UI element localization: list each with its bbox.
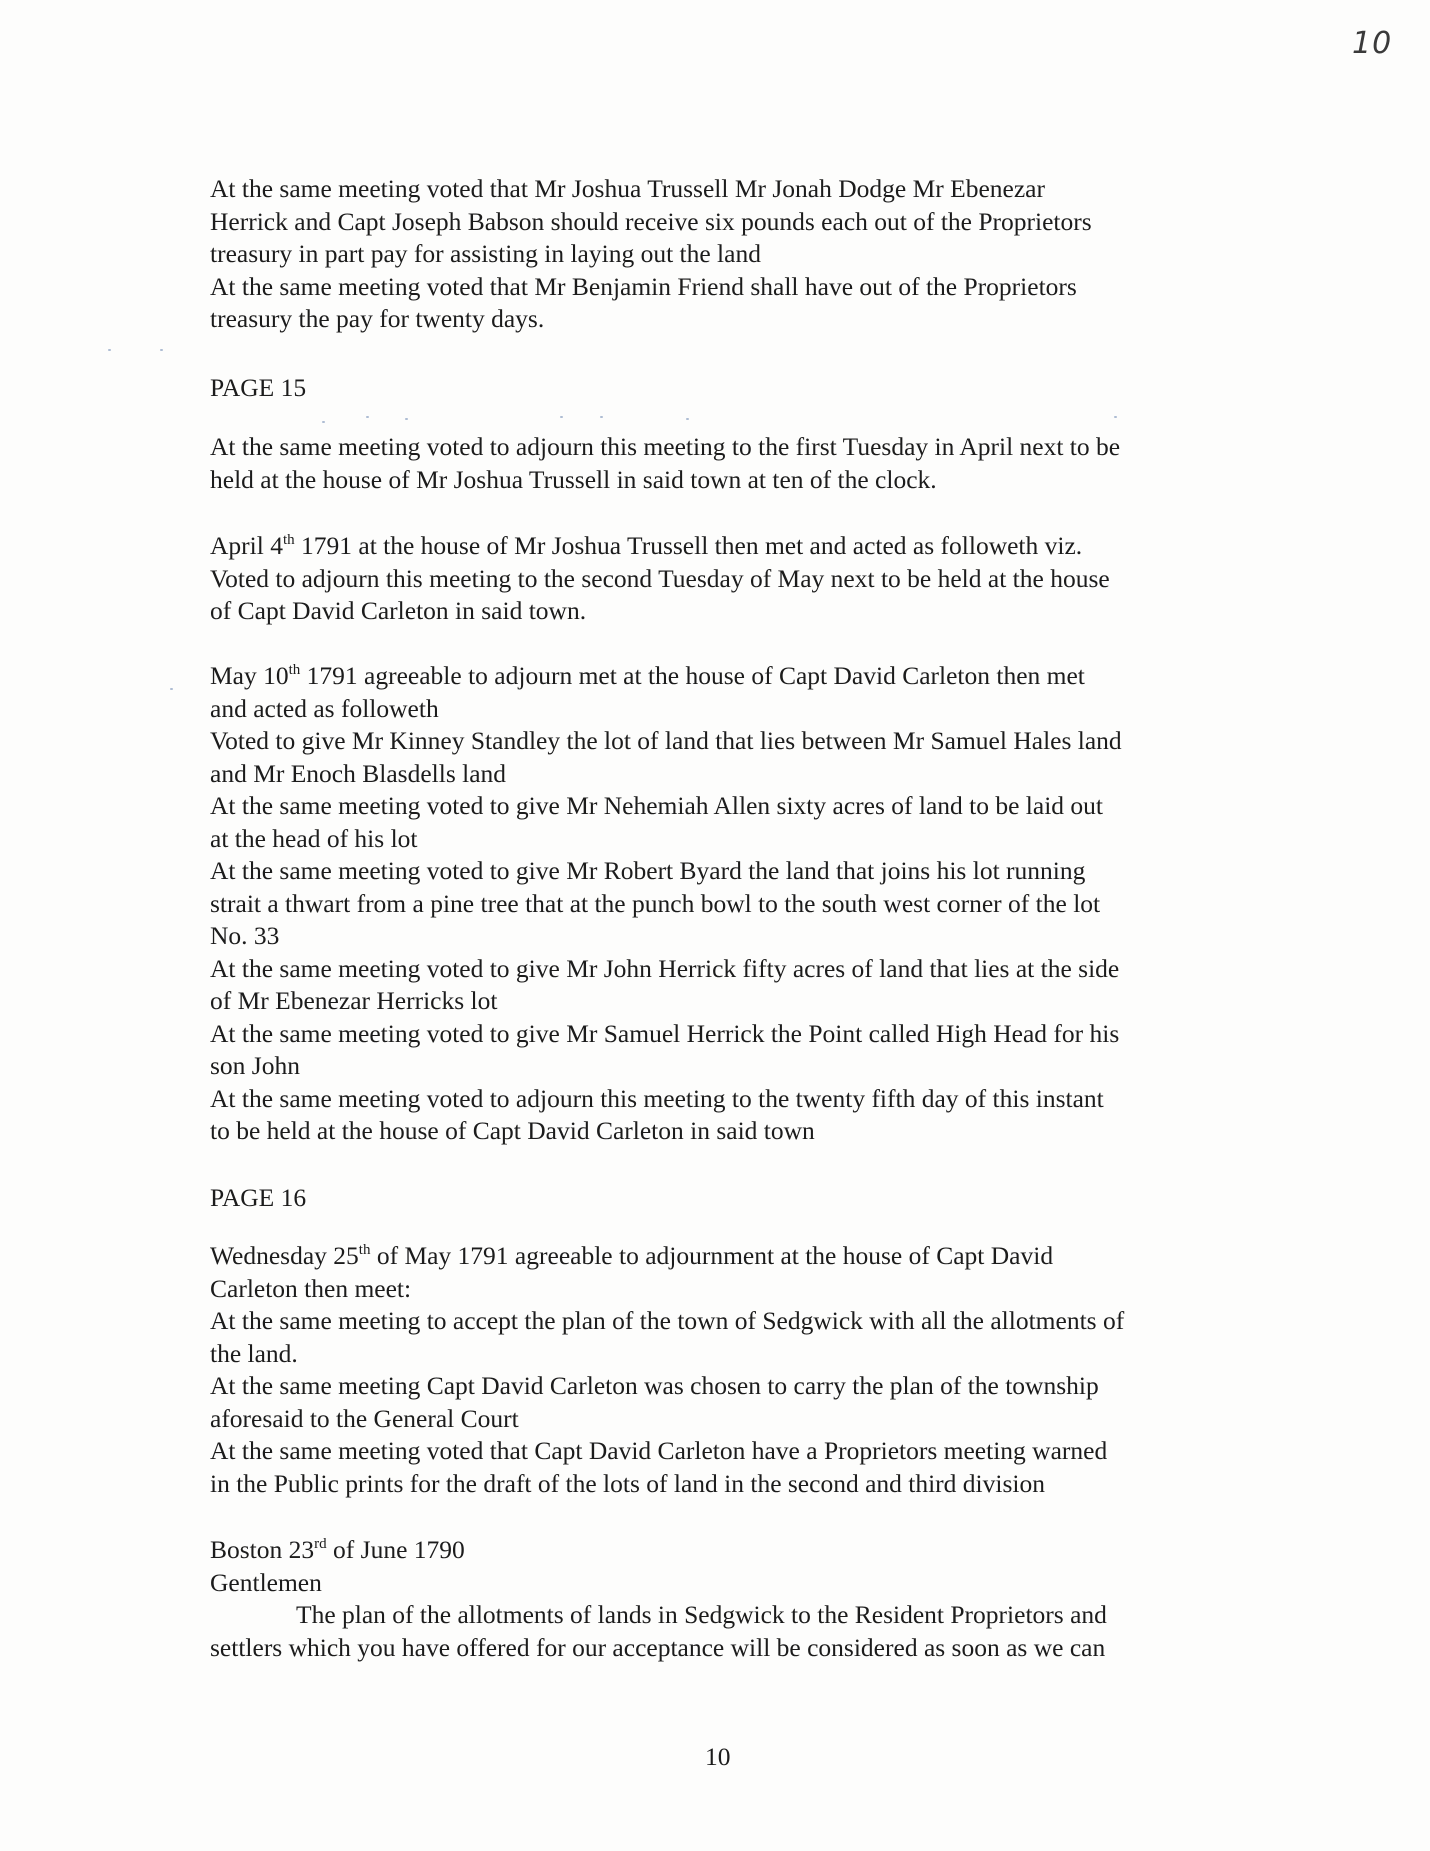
dated-line: [210, 1240, 1240, 1273]
dated-line: [210, 1534, 1240, 1567]
page-16-heading: PAGE 16: [210, 1183, 307, 1212]
date-suffix: th: [282, 532, 295, 548]
text-line: At the same meeting voted to give Mr John Herrick fifty acres of land that lies at the side: [210, 953, 1120, 983]
text-line: and acted as followeth: [210, 693, 439, 723]
text-line: to be held at the house of Capt David Carleton in said town: [210, 1116, 815, 1145]
text-line: At the same meeting voted to adjourn this meeting to the twenty fifth day of this instant: [210, 1083, 1104, 1113]
text-line: Voted to adjourn this meeting to the second Tuesday of May next to be held at the house: [210, 563, 1110, 593]
text-line: aforesaid to the General Court: [210, 1403, 519, 1433]
text-line: At the same meeting Capt David Carleton was chosen to carry the plan of the township: [210, 1371, 1099, 1400]
line-text: of May 1791 agreeable to adjournment at the house of Capt David: [370, 1241, 1054, 1270]
text-line: held at the house of Mr Joshua Trussell in said town at ten of the clock.: [210, 464, 937, 494]
dated-line: [210, 530, 1240, 563]
footer-page-number: 10: [705, 1742, 731, 1771]
text-line: At the same meeting voted that Mr Benjamin Friend shall have out of the Proprietors: [210, 271, 1077, 301]
text-line: strait a thwart from a pine tree that at the punch bowl to the south west corner of the lot: [210, 888, 1101, 918]
scan-speck: [686, 418, 689, 420]
date-text: April 4: [210, 531, 283, 560]
line-text: of June 1790: [326, 1535, 465, 1564]
text-line: at the head of his lot: [210, 823, 418, 853]
text-line: Carleton then meet:: [210, 1273, 412, 1303]
text-line: At the same meeting voted that Mr Joshua Trussell Mr Jonah Dodge Mr Ebenezar: [210, 174, 1045, 203]
text-line: Herrick and Capt Joseph Babson should receive six pounds each out of the Proprietors: [210, 206, 1092, 236]
scan-speck: [1114, 416, 1117, 418]
text-line: son John: [210, 1051, 300, 1080]
date-text: Wednesday 25: [210, 1241, 359, 1270]
text-line: Voted to give Mr Kinney Standley the lot of land that lies between Mr Samuel Hales land: [210, 726, 1122, 755]
text-line: At the same meeting to accept the plan of the town of Sedgwick with all the allotments of: [210, 1306, 1125, 1335]
dated-line: [210, 660, 1240, 693]
text-line: and Mr Enoch Blasdells land: [210, 758, 507, 788]
scan-speck: [170, 688, 173, 690]
date-suffix: rd: [314, 1536, 327, 1552]
text-line: settlers which you have offered for our acceptance will be considered as soon as we can: [210, 1632, 1106, 1662]
handwritten-page-number: 10: [1352, 26, 1393, 61]
meeting-minutes-block-3: [210, 530, 1240, 628]
scan-speck: [405, 418, 408, 420]
date-suffix: th: [288, 662, 301, 678]
text-line: treasury in part pay for assisting in laying out the land: [210, 239, 761, 268]
line-text: 1791 at the house of Mr Joshua Trussell then met and acted as followeth viz.: [294, 531, 1083, 560]
text-line: of Capt David Carleton in said town.: [210, 596, 587, 625]
meeting-minutes-block-5: [210, 1240, 1240, 1500]
scan-speck: [322, 421, 325, 423]
text-line: of Mr Ebenezar Herricks lot: [210, 986, 498, 1015]
text-line: No. 33: [210, 921, 280, 950]
date-text: May 10: [210, 661, 289, 690]
text-line: in the Public prints for the draft of the lots of land in the second and third division: [210, 1468, 1045, 1498]
scan-speck: [600, 416, 603, 418]
scan-speck: [366, 416, 369, 418]
text-line: At the same meeting voted that Capt David Carleton have a Proprietors meeting warned: [210, 1436, 1108, 1465]
text-line: At the same meeting voted to give Mr Samuel Herrick the Point called High Head for his: [210, 1018, 1120, 1048]
text-line: treasury the pay for twenty days.: [210, 304, 545, 333]
scan-speck: [108, 349, 111, 351]
meeting-minutes-block-1: [210, 173, 1240, 336]
scan-speck: [560, 416, 563, 418]
text-line: the land.: [210, 1338, 298, 1368]
line-text: 1791 agreeable to adjourn met at the house of Capt David Carleton then met: [300, 661, 1085, 690]
letter-block: [210, 1534, 1240, 1664]
text-line: The plan of the allotments of lands in Sedgwick to the Resident Proprietors and: [296, 1600, 1107, 1629]
text-line: At the same meeting voted to give Mr Nehemiah Allen sixty acres of land to be laid out: [210, 791, 1103, 820]
meeting-minutes-block-4: [210, 660, 1240, 1148]
text-line: At the same meeting voted to give Mr Robert Byard the land that joins his lot running: [210, 856, 1086, 885]
salutation: Gentlemen: [210, 1567, 322, 1597]
page-15-heading: PAGE 15: [210, 373, 307, 402]
date-suffix: th: [358, 1242, 371, 1258]
scan-speck: [160, 349, 163, 351]
meeting-minutes-block-2: [210, 431, 1240, 496]
text-line: At the same meeting voted to adjourn this meeting to the first Tuesday in April next to be: [210, 432, 1121, 461]
date-text: Boston 23: [210, 1535, 315, 1564]
